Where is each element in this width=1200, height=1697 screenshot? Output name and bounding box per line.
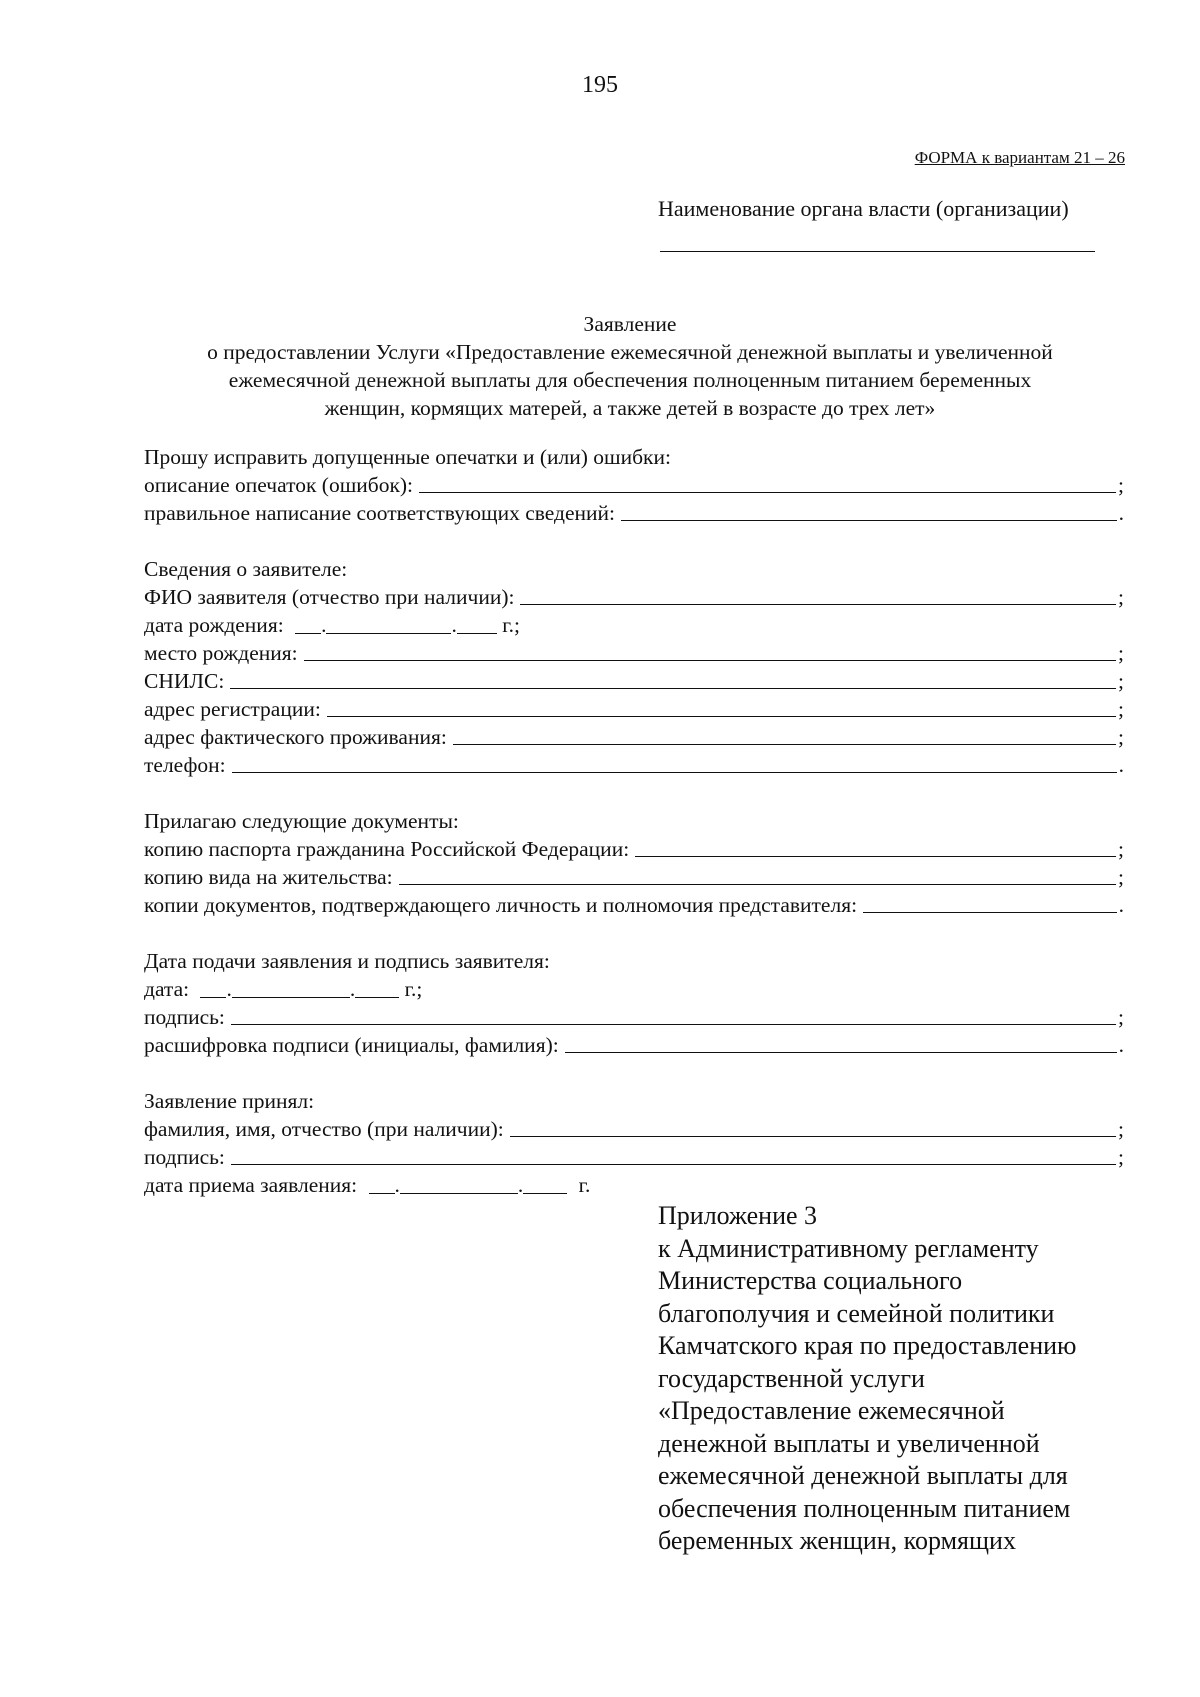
- representative-docs-label: копии документов, подтверждающего личность и полномочия представителя:: [144, 893, 858, 917]
- acceptance-date-row: дата приема заявления: . . г.: [144, 1173, 591, 1197]
- reg-address-field[interactable]: [327, 715, 1116, 717]
- documents-section: [144, 807, 1124, 919]
- acceptance-section: [144, 1087, 1124, 1199]
- title-line-3: женщин, кормящих матерей, а также детей в возрасте до трех лет»: [324, 396, 936, 420]
- page-number: 195: [582, 72, 618, 98]
- form-reference: ФОРМА к вариантам 21 – 26: [914, 148, 1125, 167]
- birth-date-label: дата рождения:: [144, 613, 284, 637]
- organization-name-line: [660, 251, 1095, 252]
- acceptor-signature-row: подпись: ;: [144, 1145, 1124, 1169]
- typo-description-field[interactable]: [419, 491, 1116, 493]
- representative-docs-field[interactable]: [863, 911, 1117, 913]
- reg-address-row: адрес регистрации: ;: [144, 697, 1124, 721]
- appendix-line: государственной услуги: [658, 1363, 925, 1393]
- title-line-2: ежемесячной денежной выплаты для обеспечения полноценным питанием беременных: [228, 368, 1032, 392]
- passport-copy-row: копию паспорта гражданина Российской Федерации: ;: [144, 837, 1124, 861]
- acceptance-heading: Заявление принял:: [144, 1089, 315, 1113]
- actual-address-row: адрес фактического проживания: ;: [144, 725, 1124, 749]
- acceptor-signature-label: подпись:: [144, 1145, 225, 1169]
- appendix-line: Министерства социального: [658, 1266, 963, 1295]
- applicant-section: [144, 555, 1124, 779]
- submission-signature-label: подпись:: [144, 1005, 225, 1029]
- submission-date-label: дата:: [144, 977, 190, 1001]
- appendix-line: денежной выплаты и увеличенной: [658, 1428, 1040, 1458]
- applicant-heading: Сведения о заявителе:: [144, 557, 348, 581]
- snils-row: СНИЛС: ;: [144, 669, 1124, 693]
- representative-docs-row: копии документов, подтверждающего личность и полномочия представителя: .: [144, 893, 1124, 917]
- appendix-line: Камчатского края по предоставлению: [658, 1331, 1077, 1360]
- title-line-1: о предоставлении Услуги «Предоставление ежемесячной денежной выплаты и увеличенной: [207, 340, 1053, 364]
- birth-place-label: место рождения:: [144, 641, 298, 665]
- signature-decoding-label: расшифровка подписи (инициалы, фамилия):: [144, 1033, 559, 1057]
- signature-decoding-field[interactable]: [565, 1051, 1117, 1053]
- appendix-line: Приложение 3: [658, 1201, 818, 1230]
- documents-heading: Прилагаю следующие документы:: [144, 809, 459, 833]
- submission-signature-row: подпись: ;: [144, 1005, 1124, 1029]
- residence-permit-field[interactable]: [399, 883, 1116, 885]
- corrections-section: [144, 443, 1124, 527]
- phone-field[interactable]: [232, 771, 1117, 773]
- acceptance-month-field[interactable]: [400, 1192, 518, 1194]
- submission-month-field[interactable]: [232, 996, 350, 998]
- correct-spelling-field[interactable]: [621, 519, 1117, 521]
- applicant-fio-row: ФИО заявителя (отчество при наличии): ;: [144, 585, 1124, 609]
- residence-permit-row: копию вида на жительства: ;: [144, 865, 1124, 889]
- correct-spelling-row: правильное написание соответствующих сведений: .: [144, 501, 1124, 525]
- actual-address-field[interactable]: [453, 743, 1116, 745]
- submission-date-row: дата: . . г.;: [144, 977, 423, 1001]
- signature-decoding-row: расшифровка подписи (инициалы, фамилия): .: [144, 1033, 1124, 1057]
- submission-day-field[interactable]: [200, 996, 226, 998]
- correct-spelling-label: правильное написание соответствующих сведений:: [144, 501, 616, 525]
- snils-label: СНИЛС:: [144, 669, 225, 693]
- birth-date-row: дата рождения: . . г.;: [144, 613, 520, 637]
- birth-month-field[interactable]: [326, 632, 451, 634]
- passport-copy-field[interactable]: [635, 855, 1116, 857]
- acceptance-date-label: дата приема заявления:: [144, 1173, 358, 1197]
- submission-signature-field[interactable]: [231, 1023, 1116, 1025]
- appendix-line: ежемесячной денежной выплаты для: [658, 1461, 1068, 1490]
- acceptor-signature-field[interactable]: [231, 1163, 1116, 1165]
- actual-address-label: адрес фактического проживания:: [144, 725, 447, 749]
- birth-place-field[interactable]: [304, 659, 1116, 661]
- appendix-block: [658, 1200, 1128, 1558]
- acceptor-fio-label: фамилия, имя, отчество (при наличии):: [144, 1117, 504, 1141]
- acceptance-year-field[interactable]: [523, 1192, 567, 1194]
- appendix-line: беременных женщин, кормящих: [658, 1526, 1016, 1555]
- birth-place-row: место рождения: ;: [144, 641, 1124, 665]
- appendix-line: к Административному регламенту: [658, 1233, 1039, 1263]
- submission-heading: Дата подачи заявления и подпись заявителя:: [144, 949, 550, 973]
- reg-address-label: адрес регистрации:: [144, 697, 321, 721]
- phone-label: телефон:: [144, 753, 226, 777]
- phone-row: телефон: .: [144, 753, 1124, 777]
- submission-year-field[interactable]: [355, 996, 399, 998]
- appendix-line: благополучия и семейной политики: [658, 1298, 1055, 1328]
- appendix-line: обеспечения полноценным питанием: [658, 1493, 1071, 1523]
- birth-year-field[interactable]: [457, 632, 497, 634]
- application-title: [110, 310, 1150, 422]
- acceptor-fio-row: фамилия, имя, отчество (при наличии): ;: [144, 1117, 1124, 1141]
- residence-permit-label: копию вида на жительства:: [144, 865, 393, 889]
- typo-description-label: описание опечаток (ошибок):: [144, 473, 414, 497]
- appendix-line: «Предоставление ежемесячной: [658, 1396, 1005, 1425]
- acceptor-fio-field[interactable]: [510, 1135, 1116, 1137]
- applicant-fio-label: ФИО заявителя (отчество при наличии):: [144, 585, 515, 609]
- snils-field[interactable]: [230, 687, 1116, 689]
- organization-name-label: Наименование органа власти (организации): [658, 196, 1069, 221]
- title-heading: Заявление: [583, 312, 677, 336]
- submission-section: [144, 947, 1124, 1059]
- typo-description-row: описание опечаток (ошибок): ;: [144, 473, 1124, 497]
- corrections-heading: Прошу исправить допущенные опечатки и (или) ошибки:: [144, 445, 671, 469]
- birth-day-field[interactable]: [295, 632, 321, 634]
- passport-copy-label: копию паспорта гражданина Российской Федерации:: [144, 837, 630, 861]
- applicant-fio-field[interactable]: [520, 603, 1116, 605]
- acceptance-day-field[interactable]: [369, 1192, 395, 1194]
